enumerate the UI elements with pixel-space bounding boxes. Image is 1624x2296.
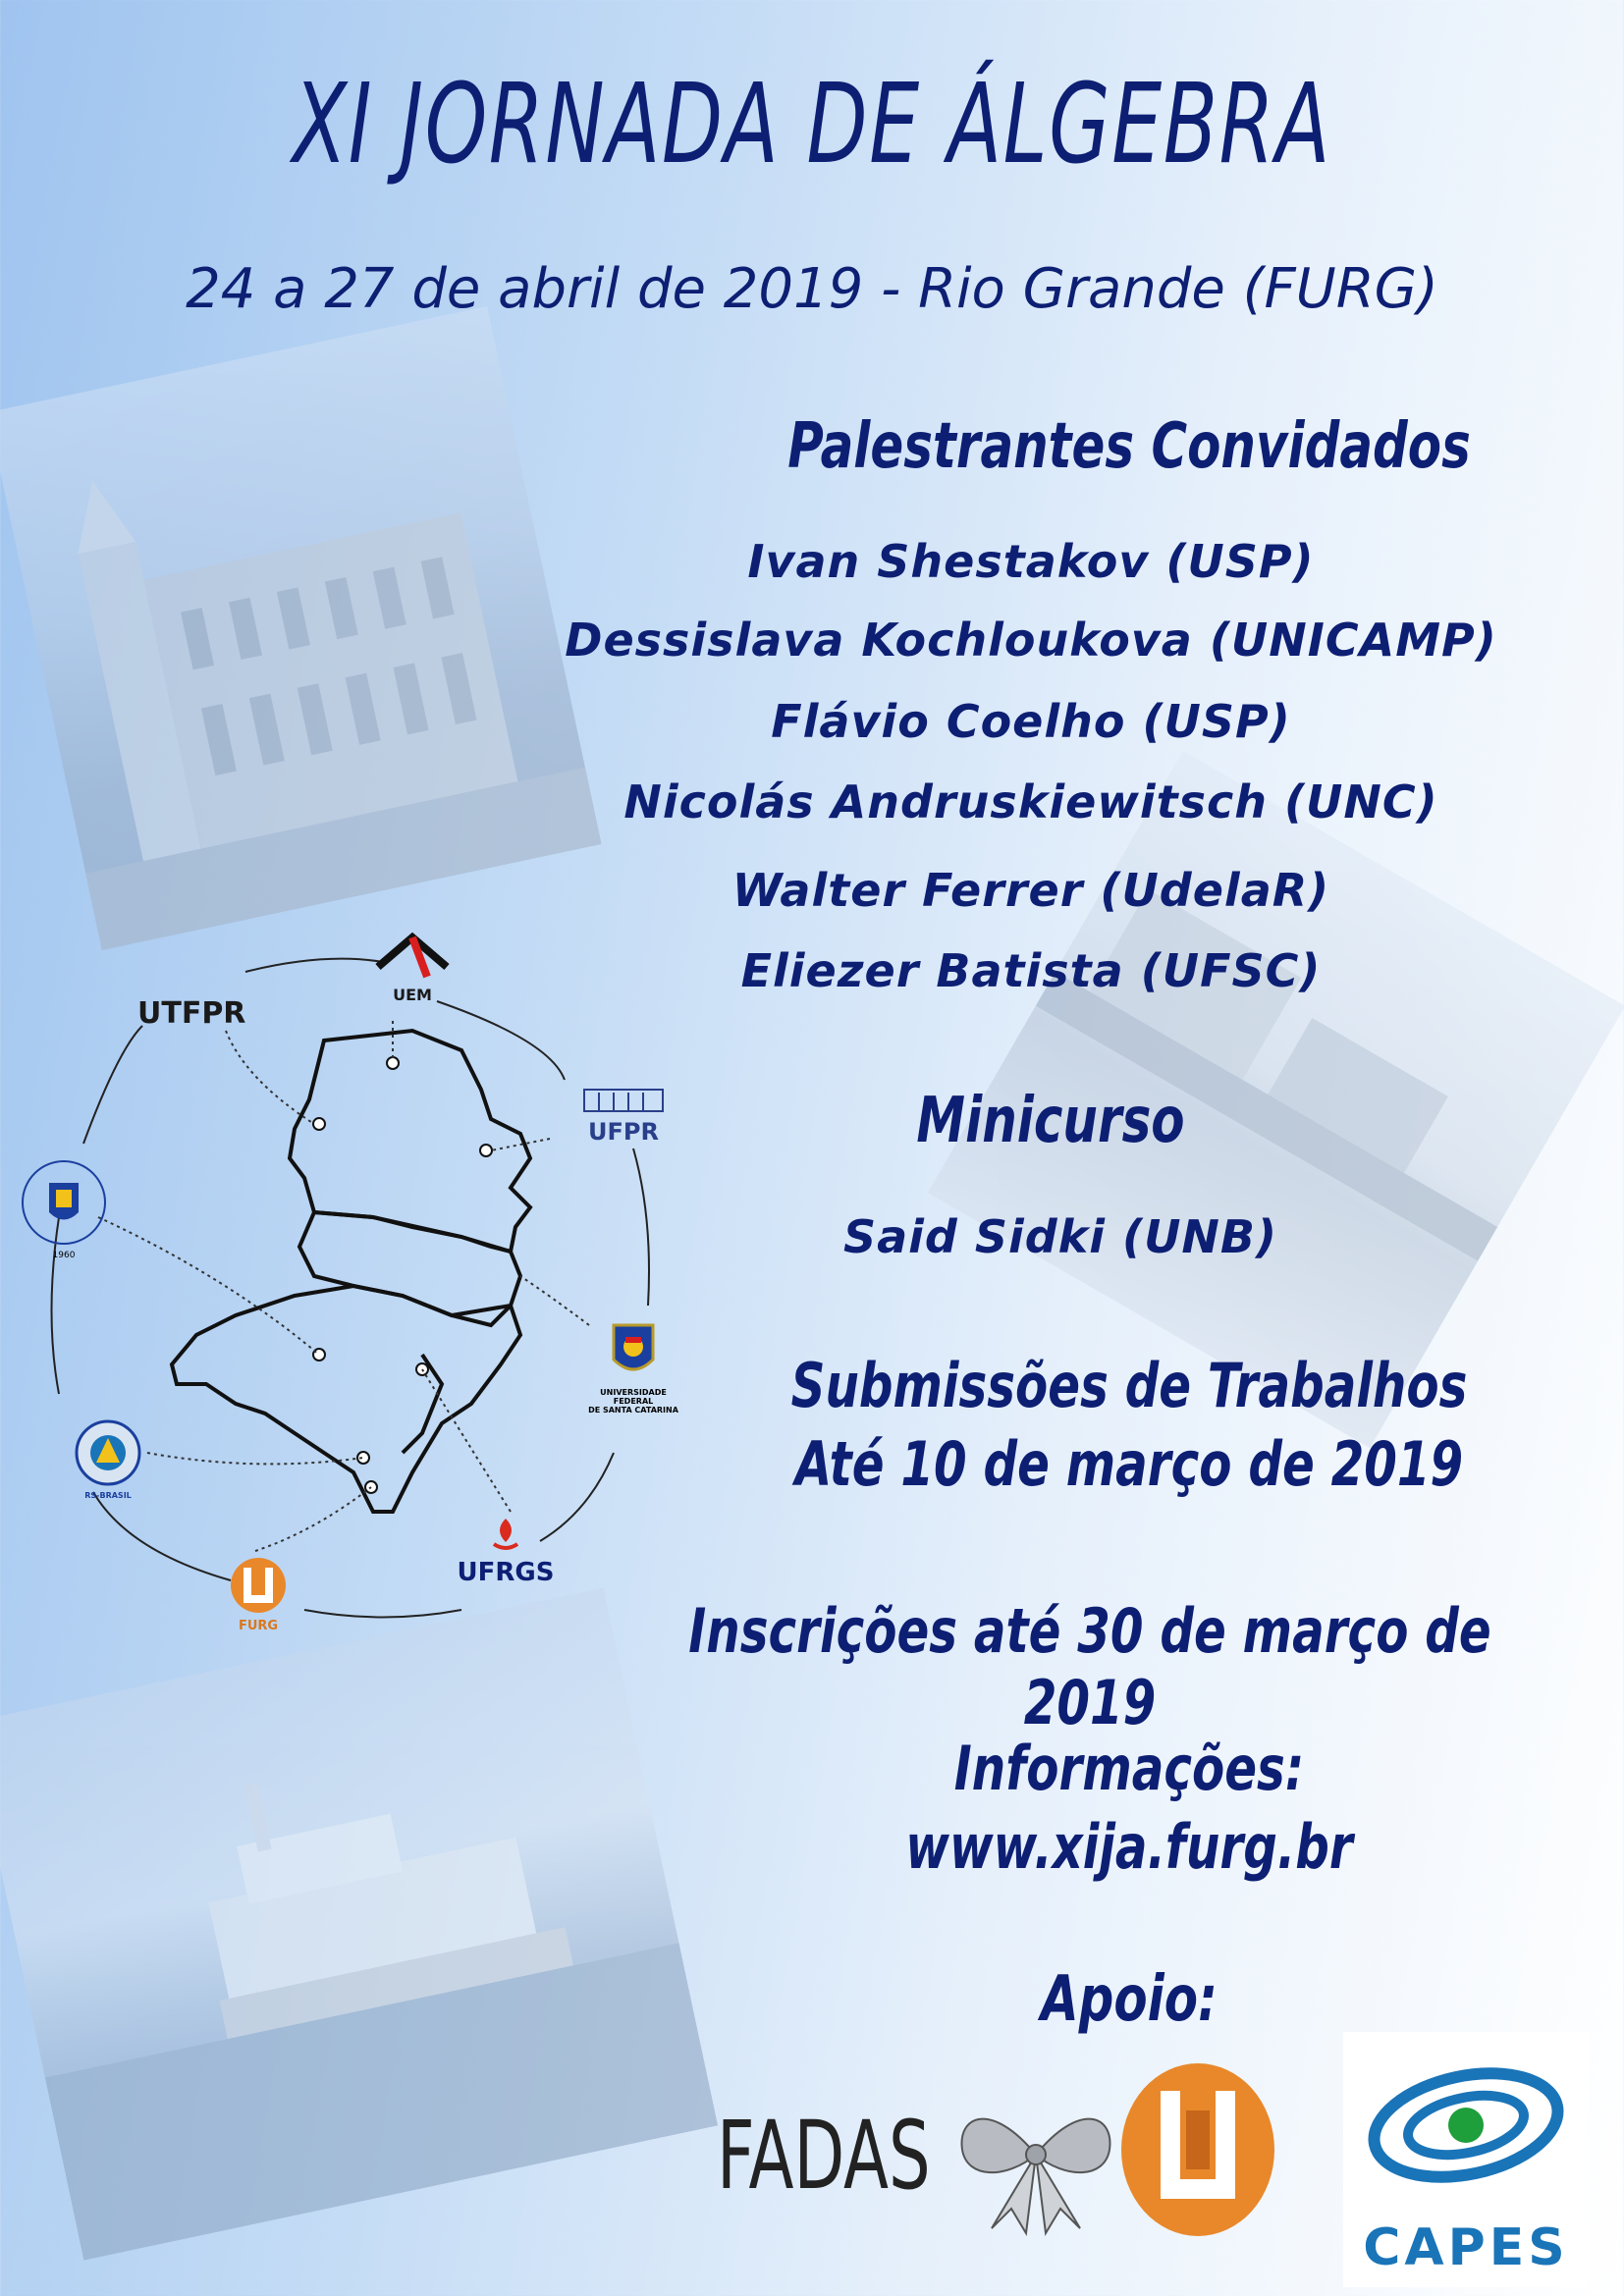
- capes-text: CAPES: [1363, 2218, 1569, 2277]
- ufsc-label-1: UNIVERSIDADE FEDERAL: [600, 1388, 667, 1406]
- info-url[interactable]: www.xija.furg.br: [905, 1811, 1353, 1883]
- ufsc-logo: [579, 1315, 687, 1423]
- speaker-item: Ivan Shestakov (USP): [747, 535, 1315, 588]
- ufpel-logo: [59, 1418, 157, 1507]
- speaker-item: Eliezer Batista (UFSC): [740, 944, 1322, 997]
- furg-network-logo: [224, 1556, 293, 1644]
- ufsm-year: 1960: [52, 1251, 76, 1260]
- furg-mark-icon: [229, 1556, 288, 1615]
- fadas-text: FADAS: [717, 2101, 931, 2211]
- info-label: Informações:: [953, 1733, 1305, 1804]
- ufsm-crest-icon: [15, 1158, 113, 1247]
- event-date-location: 24 a 27 de abril de 2019 - Rio Grande (FURG): [186, 257, 1438, 321]
- registration-deadline: Inscrições até 30 de março de 2019: [688, 1595, 1491, 1738]
- uem-logo: [368, 933, 457, 1004]
- university-network-diagram: [0, 923, 687, 1649]
- ufrgs-label: UFRGS: [457, 1558, 555, 1587]
- submissions-deadline: Até 10 de março de 2019: [794, 1428, 1464, 1500]
- furg-network-label: FURG: [238, 1619, 279, 1633]
- event-title: XI JORNADA DE ÁLGEBRA: [292, 61, 1331, 188]
- speaker-item: Nicolás Andruskiewitsch (UNC): [623, 775, 1438, 828]
- fadas-logo: [717, 2091, 1139, 2228]
- arrow-uem: [245, 959, 383, 972]
- ufrgs-logo: [437, 1517, 574, 1595]
- fadas-bow-icon: [952, 2091, 1119, 2238]
- network-map: [0, 923, 687, 1649]
- utfpr-logo: [137, 996, 255, 1036]
- ufsc-crest-icon: [604, 1315, 663, 1384]
- ufsc-label-2: DE SANTA CATARINA: [588, 1406, 678, 1415]
- utfpr-label: UTFPR: [137, 996, 246, 1031]
- uem-mark-icon: [368, 933, 457, 982]
- support-label: Apoio:: [1040, 1963, 1218, 2036]
- ufpr-logo: [574, 1085, 673, 1144]
- minicurso-speaker: Said Sidki (UNB): [842, 1210, 1278, 1263]
- ship-photo: [0, 1588, 718, 2261]
- ufpel-seal-icon: [69, 1418, 147, 1487]
- minicurso-heading: Minicurso: [916, 1085, 1185, 1157]
- ufpel-label: RS-BRASIL: [84, 1491, 132, 1500]
- speaker-item: Flávio Coelho (USP): [771, 695, 1291, 748]
- ufpr-building-icon: [574, 1085, 673, 1114]
- ufpr-label: UFPR: [588, 1118, 659, 1146]
- speaker-item: Walter Ferrer (UdelaR): [731, 864, 1330, 917]
- speaker-item: Dessislava Kochloukova (UNICAMP): [565, 614, 1497, 667]
- speakers-heading: Palestrantes Convidados: [787, 410, 1471, 483]
- submissions-title: Submissões de Trabalhos: [790, 1350, 1468, 1421]
- uem-label: UEM: [393, 986, 432, 1004]
- ufsm-logo: [10, 1158, 118, 1266]
- capes-logo: [1343, 2032, 1589, 2287]
- ufrgs-flame-icon: [486, 1517, 525, 1554]
- furg-support-logo: [1119, 2061, 1276, 2238]
